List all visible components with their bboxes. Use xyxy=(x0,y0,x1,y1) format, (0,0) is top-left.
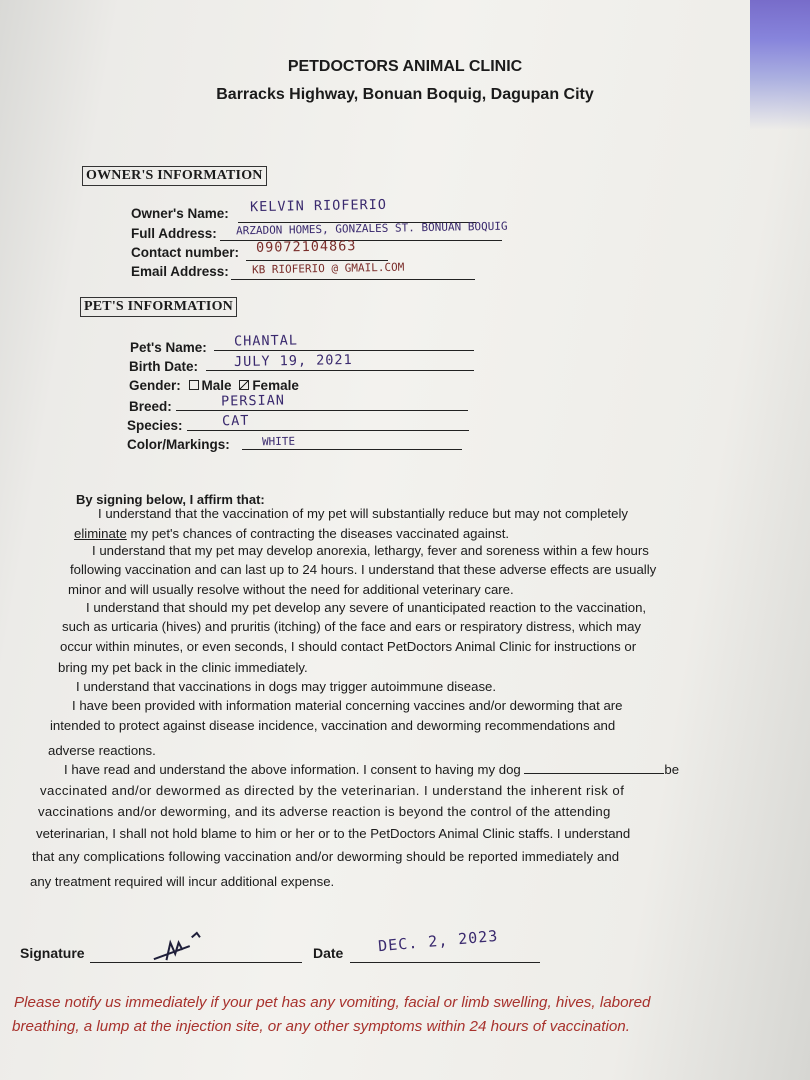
consent-p6-line1-text: I have read and understand the above information. I consent to having my dog xyxy=(64,762,521,777)
consent-p6-be: be xyxy=(664,762,680,777)
signature-mark xyxy=(148,927,216,966)
consent-p3-line2: such as urticaria (hives) and pruritis (itching) of the face and ears or respiratory distress, which may xyxy=(62,619,642,634)
breed-line xyxy=(176,410,468,411)
consent-p3-line3: occur within minutes, or even seconds, I should contact PetDoctors Animal Clinic for instructions or xyxy=(60,639,637,654)
notice-line2: breathing, a lump at the injection site, or any other symptoms within 24 hours of vaccination. xyxy=(12,1018,630,1035)
pet-name-value[interactable]: CHANTAL xyxy=(233,332,299,350)
full-address-label: Full Address: xyxy=(131,226,217,241)
consent-p6-line3: vaccinations and/or deworming, and its adverse reaction is beyond the control of the attending xyxy=(38,804,611,819)
date-line xyxy=(350,962,540,963)
clinic-address: Barracks Highway, Bonuan Boquig, Dagupan City xyxy=(216,86,594,103)
owner-name-value[interactable]: KELVIN RIOFERIO xyxy=(249,196,388,216)
owner-name-label: Owner's Name: xyxy=(131,206,229,221)
signature-label: Signature xyxy=(20,945,85,961)
full-address-value[interactable]: ARZADON HOMES, GONZALES ST. BONUAN BOQUIG xyxy=(235,219,508,238)
female-checkbox[interactable] xyxy=(239,380,249,390)
species-value[interactable]: CAT xyxy=(221,412,250,430)
clinic-name: PETDOCTORS ANIMAL CLINIC xyxy=(287,58,523,75)
breed-label: Breed: xyxy=(129,399,172,414)
notice-line1: Please notify us immediately if your pet has any vomiting, facial or limb swelling, hives, labored xyxy=(14,994,651,1011)
female-option-label: Female xyxy=(252,378,299,393)
color-markings-line xyxy=(242,449,462,450)
email-line xyxy=(231,279,475,280)
gender-label: Gender: xyxy=(129,378,181,393)
gender-row xyxy=(129,378,299,393)
male-option-label: Male xyxy=(201,378,232,393)
birth-date-line xyxy=(206,370,474,371)
contact-number-label: Contact number: xyxy=(131,245,239,260)
owner-info-heading: OWNER'S INFORMATION xyxy=(82,166,267,186)
consent-p6-line1 xyxy=(64,760,679,779)
pet-info-heading: PET'S INFORMATION xyxy=(80,297,237,317)
color-markings-value[interactable]: WHITE xyxy=(261,434,296,449)
dog-name-blank[interactable] xyxy=(524,761,664,774)
consent-p6-line2: vaccinated and/or dewormed as directed by the veterinarian. I understand the inherent risk of xyxy=(40,783,625,798)
breed-value[interactable]: PERSIAN xyxy=(220,392,286,410)
consent-p1-line1: I understand that the vaccination of my pet will substantially reduce but may not completely xyxy=(98,506,628,521)
consent-p6-line5: that any complications following vaccination and/or deworming should be reported immediately and xyxy=(32,849,620,864)
consent-p4-line1: I understand that vaccinations in dogs may trigger autoimmune disease. xyxy=(76,679,497,694)
consent-p5-line2: intended to protect against disease incidence, vaccination and deworming recommendations and xyxy=(50,718,616,733)
consent-p3-line1: I understand that should my pet develop any severe of unanticipated reaction to the vaccination, xyxy=(86,600,647,615)
consent-p2-line3: minor and will usually resolve without the need for additional veterinary care. xyxy=(68,582,514,597)
consent-p5-line1: I have been provided with information material concerning vaccines and/or deworming that are xyxy=(72,698,623,713)
email-label: Email Address: xyxy=(131,264,229,279)
contact-number-value[interactable]: 09072104863 xyxy=(255,238,357,256)
consent-p3-line4: bring my pet back in the clinic immediately. xyxy=(58,660,308,675)
consent-p6-line6: any treatment required will incur additional expense. xyxy=(30,874,335,889)
male-checkbox[interactable] xyxy=(189,380,199,390)
date-value[interactable]: DEC. 2, 2023 xyxy=(377,926,499,956)
date-label: Date xyxy=(313,945,344,961)
pet-name-line xyxy=(214,350,474,351)
species-line xyxy=(187,430,469,431)
birth-date-label: Birth Date: xyxy=(129,359,199,374)
color-markings-label: Color/Markings: xyxy=(127,437,230,452)
pet-name-label: Pet's Name: xyxy=(130,340,207,355)
email-value[interactable]: KB RIOFERIO @ GMAIL.COM xyxy=(251,260,405,277)
consent-p2-line2: following vaccination and can last up to 24 hours. I understand that these adverse effects are usually xyxy=(70,562,657,577)
consent-p1-line2-rest: my pet's chances of contracting the diseases vaccinated against. xyxy=(126,526,510,541)
consent-p5-line3: adverse reactions. xyxy=(48,743,156,758)
species-label: Species: xyxy=(127,418,183,433)
consent-heading: By signing below, I affirm that: xyxy=(76,492,265,507)
birth-date-value[interactable]: JULY 19, 2021 xyxy=(233,351,353,371)
consent-p6-line4: veterinarian, I shall not hold blame to him or her or to the PetDoctors Animal Clinic staffs. I understand xyxy=(36,826,631,841)
signature-line xyxy=(90,962,302,963)
eliminate-underlined: eliminate xyxy=(74,526,127,541)
consent-p2-line1: I understand that my pet may develop anorexia, lethargy, fever and soreness within a few hours xyxy=(92,543,649,558)
